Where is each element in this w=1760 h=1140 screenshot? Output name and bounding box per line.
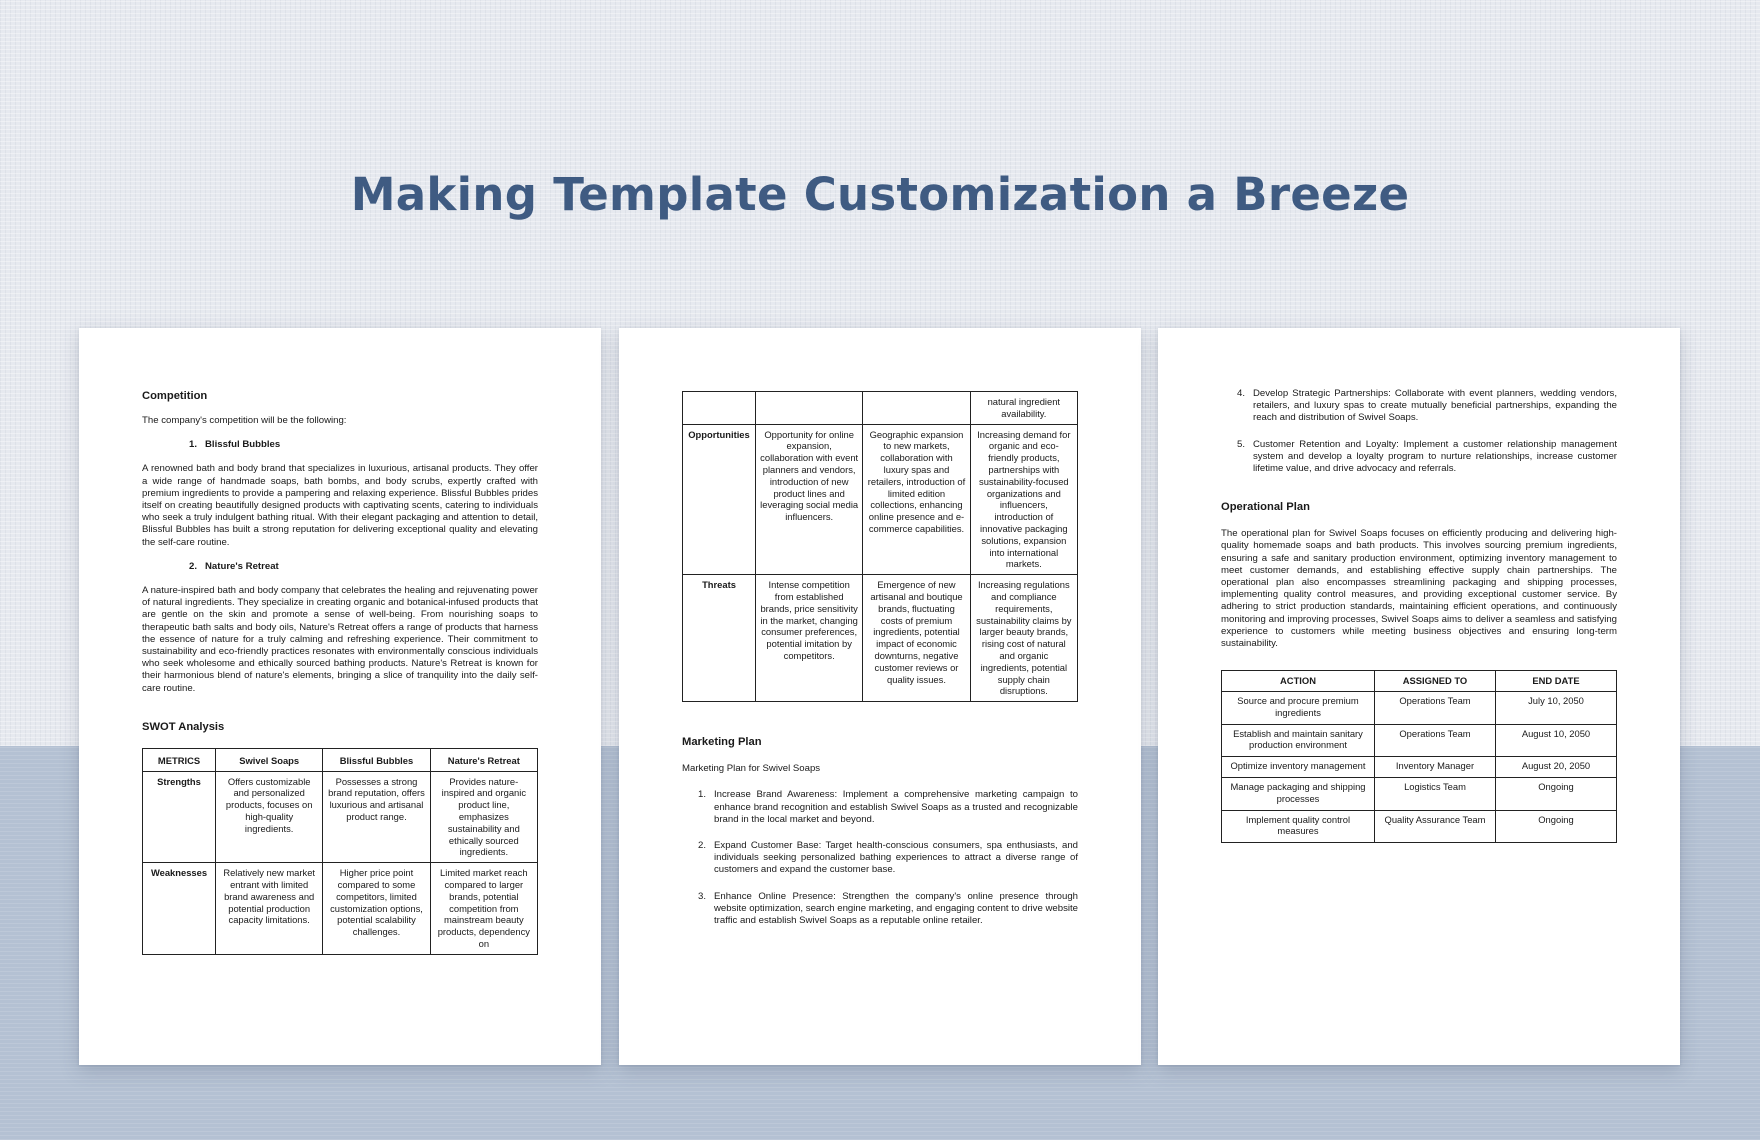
operational-plan-heading: Operational Plan — [1221, 501, 1310, 514]
table-row — [1222, 724, 1617, 757]
table-header-cell: ASSIGNED TO — [1375, 671, 1496, 692]
table-header-cell: Blissful Bubbles — [323, 748, 430, 771]
document-page-2 — [619, 328, 1141, 1065]
list-text: Enhance Online Presence: Strengthen the company's online presence through website optimization, search engine marketing, and engaging content to drive website traffic and establish Swivel Soaps as a reputable online retailer. — [714, 890, 1078, 926]
table-cell: August 10, 2050 — [1496, 724, 1617, 757]
list-item — [682, 891, 1078, 928]
row-label: Strengths — [143, 771, 216, 863]
table-row — [683, 575, 1078, 702]
competitor-heading — [142, 439, 538, 451]
competition-heading: Competition — [142, 390, 208, 402]
list-number: 4. — [1237, 388, 1246, 399]
table-cell: Opportunity for online expansion, collaboration with event planners and vendors, introduction of new product lines and leveraging social media influencers. — [756, 424, 863, 575]
document-page-3 — [1158, 328, 1680, 1065]
table-cell: Relatively new market entrant with limited brand awareness and potential production capacity limitations. — [216, 863, 323, 955]
competitor-number: 1. — [189, 439, 198, 451]
table-cell — [756, 392, 863, 425]
table-cell: Higher price point compared to some competitors, limited customization options, potential scalability challenges. — [323, 863, 430, 955]
table-header-row — [1222, 671, 1617, 692]
table-cell: July 10, 2050 — [1496, 692, 1617, 725]
list-text: Develop Strategic Partnerships: Collaborate with event planners, wedding vendors, retailers, and luxury spas to create mutually beneficial partnerships, expanding the reach and distribution of Swivel Soaps. — [1253, 388, 1617, 424]
table-cell: Quality Assurance Team — [1375, 810, 1496, 843]
table-cell — [863, 392, 970, 425]
table-cell: Provides nature-inspired and organic product line, emphasizes sustainability and ethically sourced ingredients. — [430, 771, 537, 863]
table-cell: Implement quality control measures — [1222, 810, 1375, 843]
list-text: Customer Retention and Loyalty: Implement a customer relationship management system and develop a loyalty program to nurture relationships, increase customer lifetime value, and drive advocacy and referrals. — [1253, 438, 1617, 475]
list-text: Increase Brand Awareness: Implement a comprehensive marketing campaign to enhance brand recognition and establish Swivel Soaps as a trusted and recognizable brand in the local market and beyond. — [714, 789, 1078, 825]
list-number: 2. — [698, 839, 707, 851]
table-cell: Inventory Manager — [1375, 757, 1496, 778]
list-number: 1. — [698, 789, 707, 801]
table-cell: Increasing demand for organic and eco-friendly products, partnerships with sustainability-focused organizations and influencers, introduction of innovative packaging solutions, expansion into international markets. — [970, 424, 1077, 575]
table-header-cell: END DATE — [1496, 671, 1617, 692]
list-item — [682, 789, 1078, 826]
row-label: Weaknesses — [143, 863, 216, 955]
table-row — [1222, 810, 1617, 843]
table-header-cell: Nature's Retreat — [430, 748, 537, 771]
table-header-row — [143, 748, 538, 771]
table-cell: Intense competition from established brands, price sensitivity in the market, changing consumer preferences, potential imitation by competitors. — [756, 575, 863, 702]
list-item — [1221, 439, 1617, 476]
list-item — [682, 840, 1078, 877]
table-cell: Manage packaging and shipping processes — [1222, 778, 1375, 811]
competitor-name: Nature's Retreat — [205, 560, 279, 572]
list-number: 3. — [698, 890, 707, 902]
competitor-heading — [142, 561, 538, 573]
table-cell: Limited market reach compared to larger brands, potential competition from mainstream beauty products, dependency on — [430, 863, 537, 955]
competitor-number: 2. — [189, 560, 198, 572]
table-row — [1222, 778, 1617, 811]
table-cell: Operations Team — [1375, 692, 1496, 725]
table-cell: Source and procure premium ingredients — [1222, 692, 1375, 725]
table-row — [143, 863, 538, 955]
list-item — [1221, 388, 1617, 425]
table-cell: natural ingredient availability. — [970, 392, 1077, 425]
table-cell: Establish and maintain sanitary production environment — [1222, 724, 1375, 757]
list-number: 5. — [1237, 438, 1246, 450]
row-label: Opportunities — [683, 424, 756, 575]
competitor-name: Blissful Bubbles — [205, 439, 281, 451]
swot-table — [142, 748, 538, 955]
table-cell: Possesses a strong brand reputation, offers luxurious and artisanal product range. — [323, 771, 430, 863]
document-page-1 — [79, 328, 601, 1065]
row-label: Threats — [683, 575, 756, 702]
row-label — [683, 392, 756, 425]
marketing-intro: Marketing Plan for Swivel Soaps — [682, 763, 821, 775]
competitor-description: A renowned bath and body brand that specializes in luxurious, artisanal products. They offer a wide range of handmade soaps, bath bombs, and body scrubs, expertly crafted with premium ingredients to provide a pampering and relaxing experience. Blissful Bubbles prides itself on creating beautifully designed products with captivating scents, catering to individuals who seek a truly indulgent bathing ritual. With their elegant packaging and attention to detail, Blissful Bubbles has built a strong reputation for delivering exceptional quality and elevating the self-care routine. — [142, 463, 538, 548]
table-header-cell: ACTION — [1222, 671, 1375, 692]
list-text: Expand Customer Base: Target health-conscious consumers, spa enthusiasts, and individuals seeking personalized bathing experiences to attract a diverse range of customers and expand the customer base. — [714, 839, 1078, 876]
competitor-description: A nature-inspired bath and body company that celebrates the healing and rejuvenating power of natural ingredients. They specialize in creating organic and botanical-infused products that are gentle on the skin and promote a sense of well-being. From nourishing soaps to therapeutic bath salts and body oils, Nature's Retreat offers a range of products that harness the essence of nature for a truly calming and refreshing experience. Their commitment to sustainability and eco-friendly practices resonates with environmentally conscious individuals who seek wholesome and ethically sourced bathing products. Nature's Retreat is known for their harmonious blend of nature's elements, bringing a slice of tranquility into the daily self-care routine. — [142, 585, 538, 694]
table-header-cell: METRICS — [143, 748, 216, 771]
operational-plan-text: The operational plan for Swivel Soaps focuses on efficiently producing and delivering high-quality homemade soaps and bath products. This involves sourcing premium ingredients, ensuring a safe and sanitary production environment, optimizing inventory management to meet customer demands, and establishing effective supply chain partnerships. The operational plan also encompasses streamlining packaging and shipping processes, implementing quality control measures, and providing exceptional customer service. By adhering to strict production standards, maintaining efficient operations, and continuously monitoring and improving processes, Swivel Soaps aims to deliver a seamless and satisfying experience to customers while meeting business objectives and ensuring long-term sustainability. — [1221, 528, 1617, 650]
table-cell: Operations Team — [1375, 724, 1496, 757]
table-cell: Ongoing — [1496, 778, 1617, 811]
table-cell: August 20, 2050 — [1496, 757, 1617, 778]
table-row — [1222, 757, 1617, 778]
marketing-list — [682, 789, 1078, 927]
table-cell: Geographic expansion to new markets, collaboration with luxury spas and retailers, introduction of limited edition collections, enhancing online presence and e-commerce capabilities. — [863, 424, 970, 575]
table-cell: Ongoing — [1496, 810, 1617, 843]
table-cell: Logistics Team — [1375, 778, 1496, 811]
swot-heading: SWOT Analysis — [142, 720, 225, 733]
table-cell: Increasing regulations and compliance requirements, sustainability claims by larger beauty brands, rising cost of natural and organic ingredients, potential supply chain disruptions. — [970, 575, 1077, 702]
table-row — [683, 424, 1078, 575]
operations-table — [1221, 670, 1617, 843]
table-row — [143, 771, 538, 863]
promo-headline: Making Template Customization a Breeze — [350, 168, 1410, 221]
table-header-cell: Swivel Soaps — [216, 748, 323, 771]
marketing-heading: Marketing Plan — [682, 736, 762, 749]
swot-table-continued — [682, 391, 1078, 702]
competition-intro: The company's competition will be the following: — [142, 415, 347, 426]
table-row — [1222, 692, 1617, 725]
marketing-list-continued — [1221, 388, 1617, 475]
table-row — [683, 392, 1078, 425]
table-cell: Emergence of new artisanal and boutique brands, fluctuating costs of premium ingredients, potential impact of economic downturns, negative customer reviews or quality issues. — [863, 575, 970, 702]
table-cell: Optimize inventory management — [1222, 757, 1375, 778]
table-cell: Offers customizable and personalized products, focuses on high-quality ingredients. — [216, 771, 323, 863]
